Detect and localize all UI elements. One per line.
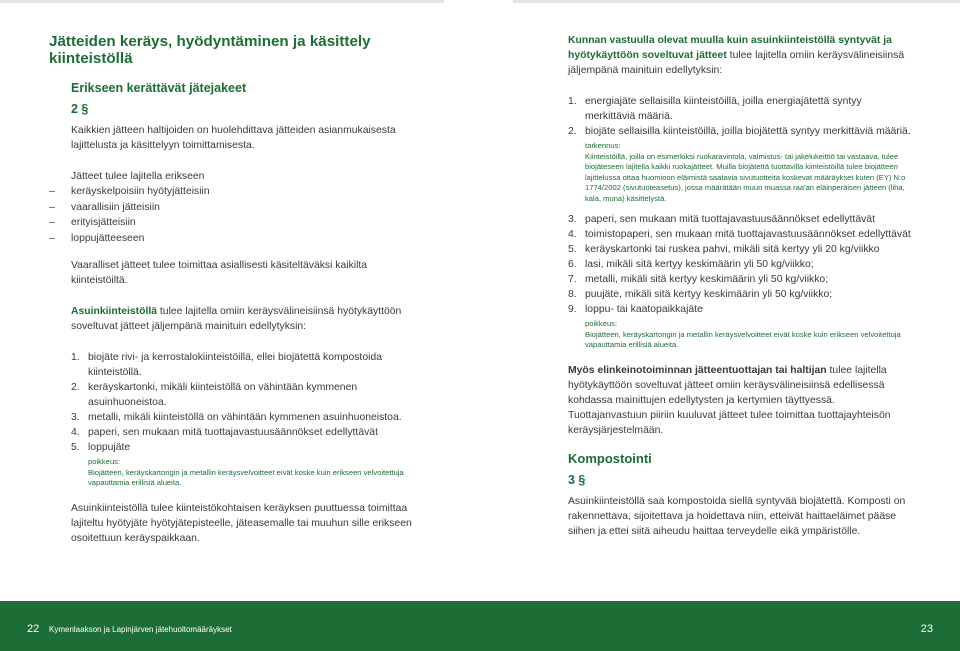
composting-heading: Kompostointi [568, 450, 652, 466]
page-number-left: 22 [27, 623, 40, 635]
page-number-right: 23 [920, 623, 933, 635]
list-item: – erityisjätteisiin [49, 217, 136, 228]
numbered-list-a [568, 94, 913, 139]
list-item: 7. metalli, mikäli sitä kertyy keskimäärin yli 50 kg/viikko; [568, 274, 829, 285]
list-item: 4. toimistopaperi, sen mukaan mitä tuottajavastuusäännökset edellyttävät [568, 229, 911, 240]
paragraph-3: Vaaralliset jätteet tulee toimittaa asiallisesti käsiteltäväksi kaikilta kiinteistöiltä. [71, 260, 368, 286]
list-item: 2. keräyskartonki, mikäli kiinteistöllä on vähintään kymmenen asuinhuoneistoa. [71, 382, 358, 408]
section-number: 2 § [71, 102, 89, 116]
right-page [568, 33, 913, 539]
list-item: – keräyskelpoisiin hyötyjätteisiin [49, 186, 210, 197]
paragraph-5: Asuinkiinteistöllä tulee kiinteistökohtaisen keräyksen puuttuessa toimittaa lajiteltu hyötyjäte hyötyjätepisteelle, jäteasemalle tai muuhun sille erikseen osoitettuun keräyspaikkaan. [71, 502, 412, 544]
business-paragraph: Myös elinkeinotoiminnan jätteentuottajan tai haltijan tulee lajitella hyötykäyttöön soveltuvat jätteet omiin keräysvälineisiinsä edellisessä kohdassa mainittujen edellytysten ja kertymien täyttyessä. Tuottajanvastuun piiriin kuuluvat jätteet tulee toimittaa tuottajayhteisön keräysjärjestelmään. [568, 364, 891, 436]
list-item: 1. energiajäte sellaisilla kiinteistöillä, joilla energiajätettä syntyy merkittäviä määriä. [568, 96, 862, 122]
section-subheading: Erikseen kerättävät jätejakeet [71, 81, 247, 95]
list-item: 4. paperi, sen mukaan mitä tuottajavastuusäännökset edellyttävät [71, 427, 378, 438]
numbered-list-b [568, 212, 913, 317]
list-item: 2. biojäte sellaisilla kiinteistöillä, joilla biojätettä syntyy merkittäviä määriä. [568, 126, 911, 137]
list-item: – loppujätteeseen [49, 232, 145, 244]
section-number: 3 § [568, 472, 586, 487]
footer-bar [0, 601, 960, 651]
list-item: 5. keräyskartonki tai ruskea pahvi, mikäli sitä kertyy yli 20 kg/viikko [568, 244, 880, 255]
page-title: Jätteiden keräys, hyödyntäminen ja käsittely kiinteistöllä [49, 33, 371, 67]
paragraph-2-intro: Jätteet tulee lajitella erikseen [71, 171, 205, 182]
list-item: – vaarallisiin jätteisiin [49, 201, 160, 213]
clarification-note: tarkennus: Kiinteistöillä, joilla on esimerkiksi ruokaravintola, valmistus- tai jakelukeittiö tai vastaava, tulee biojäteseen lajitella kaikki ruokajätteet. Muilla biojätettä tuottavilla kiinteistöillä tulee biojätteen lajittelussa ottaa huomioon eläimistä saatavia sivutuotteita koskevat määräykset kuten (EY) N:o 1774/2002 (sivutuoteasetus), jossa määrätään muun muassa raa'an eläinperäisen jätteen (liha, kala, muna) käsittelystä. [585, 141, 906, 203]
numbered-list [71, 350, 424, 455]
list-item: 6. lasi, mikäli sitä kertyy keskimäärin yli 50 kg/viikko; [568, 259, 814, 270]
list-item: 9. loppu- tai kaatopaikkajäte [568, 304, 703, 315]
composting-paragraph: Asuinkiinteistöllä saa kompostoida siellä syntyvää biojätettä. Komposti on rakennettava, sijoitettava ja hoidettava niin, etteivät haittaeläimet pääse siihen ja ettei siitä aiheudu haittaa terveydelle eikä ympäristölle. [568, 495, 906, 537]
list-item: 5. loppujäte [71, 442, 131, 453]
left-body [49, 80, 424, 546]
publication-title: Kymenlaakson ja Lapinjärven jätehuoltomääräykset [49, 625, 232, 634]
paragraph-1: Kaikkien jätteen haltijoiden on huolehdittava jätteiden asianmukaisesta lajittelusta ja käsittelyyn toimittamisesta. [71, 125, 396, 151]
dash-list [49, 184, 424, 246]
top-rule-left [0, 0, 444, 3]
list-item: 1. biojäte rivi- ja kerrostalokiinteistöillä, ellei biojätettä kompostoida kiinteistöllä. [71, 352, 382, 378]
left-page [49, 33, 424, 546]
exception-note: poikkeus: Biojätteen, keräyskartongin ja metallin keräysvelvoitteet eivät koske kuin erikseen velvoitettuja vapauttamia erillisiä alueita. [88, 457, 404, 487]
top-rule-right [513, 0, 960, 3]
intro-paragraph: Kunnan vastuulla olevat muulla kuin asuinkiinteistöllä syntyvät ja hyötykäyttöön soveltuvat jätteet tulee lajitella omiin keräysvälineisiinsä jäljempänä mainituin edellytyksin: [568, 35, 905, 76]
list-item: 3. metalli, mikäli kiinteistöllä on vähintään kymmenen asuinhuoneistoa. [71, 412, 402, 423]
paragraph-4: Asuinkiinteistöllä tulee lajitella omiin keräysvälineisiinsä hyötykäyttöön soveltuvat jätteet jäljempänä mainituin edellytyksin: [71, 306, 402, 332]
exception-note: poikkeus: Biojätteen, keräyskartongin ja metallin keräysvelvoitteet eivät koske kuin erikseen velvoitettuja vapauttamia erillisiä alueita. [585, 319, 901, 349]
list-item: 8. puujäte, mikäli sitä kertyy keskimäärin yli 50 kg/viikko; [568, 289, 833, 300]
list-item: 3. paperi, sen mukaan mitä tuottajavastuusäännökset edellyttävät [568, 214, 875, 225]
